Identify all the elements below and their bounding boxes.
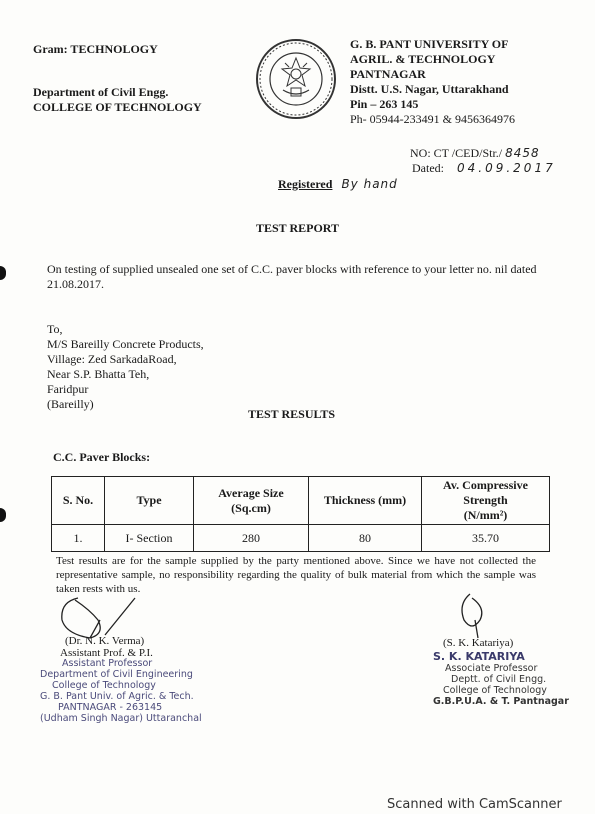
cell-sno: 1. [52, 525, 105, 552]
signatory-right-stamp [433, 650, 583, 707]
stamp-right-line4: G.B.P.U.A. & T. Pantnagar [433, 696, 569, 707]
table-row [52, 525, 550, 552]
signatory-left [40, 590, 220, 730]
header-type: Type [105, 477, 194, 525]
reference-no [410, 146, 556, 161]
college-name: COLLEGE OF TECHNOLOGY [33, 100, 202, 114]
disclaimer-note: Test results are for the sample supplied by the party mentioned above. Since we have not collected the representative sample, no responsibility regarding the quality of bulk material from which the sample was taken rests with us. [56, 555, 536, 595]
header-size [194, 477, 309, 525]
signatory-left-name: (Dr. N. K. Verma) [65, 635, 145, 647]
recipient-address [47, 322, 204, 412]
signature-right-icon [450, 590, 500, 640]
registered-label: Registered [278, 177, 333, 191]
signatory-right-name: (S. K. Katariya) [443, 637, 514, 649]
intro-paragraph: On testing of supplied unsealed one set of C.C. paver blocks with reference to your letter no. nil dated 21.08.2017. [47, 262, 537, 291]
stamp-left-line4: G. B. Pant Univ. of Agric. & Tech. [40, 691, 194, 702]
scanner-watermark: Scanned with CamScanner [387, 797, 562, 812]
university-district: Distt. U.S. Nagar, Uttarakhand [350, 82, 509, 96]
stamp-left-line1: Assistant Professor [62, 658, 153, 669]
stamp-right-line2: Deptt. of Civil Engg. [451, 674, 547, 685]
university-line2: AGRIL. & TECHNOLOGY [350, 52, 496, 66]
signatory-left-stamp [40, 658, 220, 724]
stamp-left-line3: College of Technology [52, 680, 156, 691]
recipient-line3: Near S.P. Bhatta Teh, [47, 367, 150, 381]
recipient-line4: Faridpur [47, 382, 89, 396]
signatory-left-title: Assistant Prof. & P.I. [60, 647, 153, 659]
stamp-right-line3: College of Technology [443, 685, 547, 696]
reference-block [410, 146, 556, 176]
recipient-line5: (Bareilly) [47, 397, 94, 411]
department-name: Department of Civil Engg. [33, 85, 169, 99]
table-header-row [52, 477, 550, 525]
recipient-line1: M/S Bareilly Concrete Products, [47, 337, 204, 351]
gram-line: Gram: TECHNOLOGY [33, 42, 158, 56]
header-size-unit: (Sq.cm) [231, 500, 271, 515]
stamp-right-name: S. K. KATARIYA [433, 650, 525, 663]
cell-thickness: 80 [309, 525, 422, 552]
scan-edge-mark-top [0, 266, 6, 280]
cell-size: 280 [194, 525, 309, 552]
reference-date-label: Dated: [412, 161, 444, 175]
report-title: TEST REPORT [255, 221, 340, 235]
stamp-left-line6: (Udham Singh Nagar) Uttaranchal [40, 713, 202, 724]
reference-date [412, 161, 556, 176]
stamp-left-line5: PANTNAGAR - 263145 [58, 702, 163, 713]
registered-line [278, 177, 398, 192]
university-line1: G. B. PANT UNIVERSITY OF [350, 37, 509, 51]
signatory-right [415, 590, 585, 710]
results-title: TEST RESULTS [248, 407, 336, 421]
header-sno: S. No. [52, 477, 105, 525]
reference-no-value: 8458 [505, 146, 540, 160]
cell-strength: 35.70 [422, 525, 550, 552]
stamp-left-line2: Department of Civil Engineering [40, 669, 193, 680]
section-title: C.C. Paver Blocks: [53, 450, 151, 464]
header-strength-unit: (N/mm²) [463, 508, 508, 522]
recipient-line2: Village: Zed SarkadaRoad, [47, 352, 177, 366]
cell-type: I- Section [105, 525, 194, 552]
header-strength-label: Av. Compressive Strength [443, 478, 528, 507]
university-line3: PANTNAGAR [350, 67, 426, 81]
results-table [51, 476, 550, 552]
header-size-label: Average Size [218, 485, 284, 500]
stamp-right-line1: Associate Professor [445, 663, 538, 674]
header-strength [422, 477, 550, 525]
university-pin: Pin – 263 145 [350, 97, 419, 111]
reference-no-label: NO: CT /CED/Str./ [410, 146, 503, 160]
university-block [350, 37, 515, 127]
university-phone: Ph- 05944-233491 & 9456364976 [350, 112, 515, 126]
recipient-to-label: To, [47, 322, 63, 336]
department-block [33, 85, 202, 115]
registered-value: By hand [341, 177, 398, 191]
scan-edge-mark-bottom [0, 508, 6, 522]
university-seal-icon [255, 38, 337, 120]
header-thickness: Thickness (mm) [309, 477, 422, 525]
reference-date-value: 04.09.2017 [457, 161, 556, 175]
